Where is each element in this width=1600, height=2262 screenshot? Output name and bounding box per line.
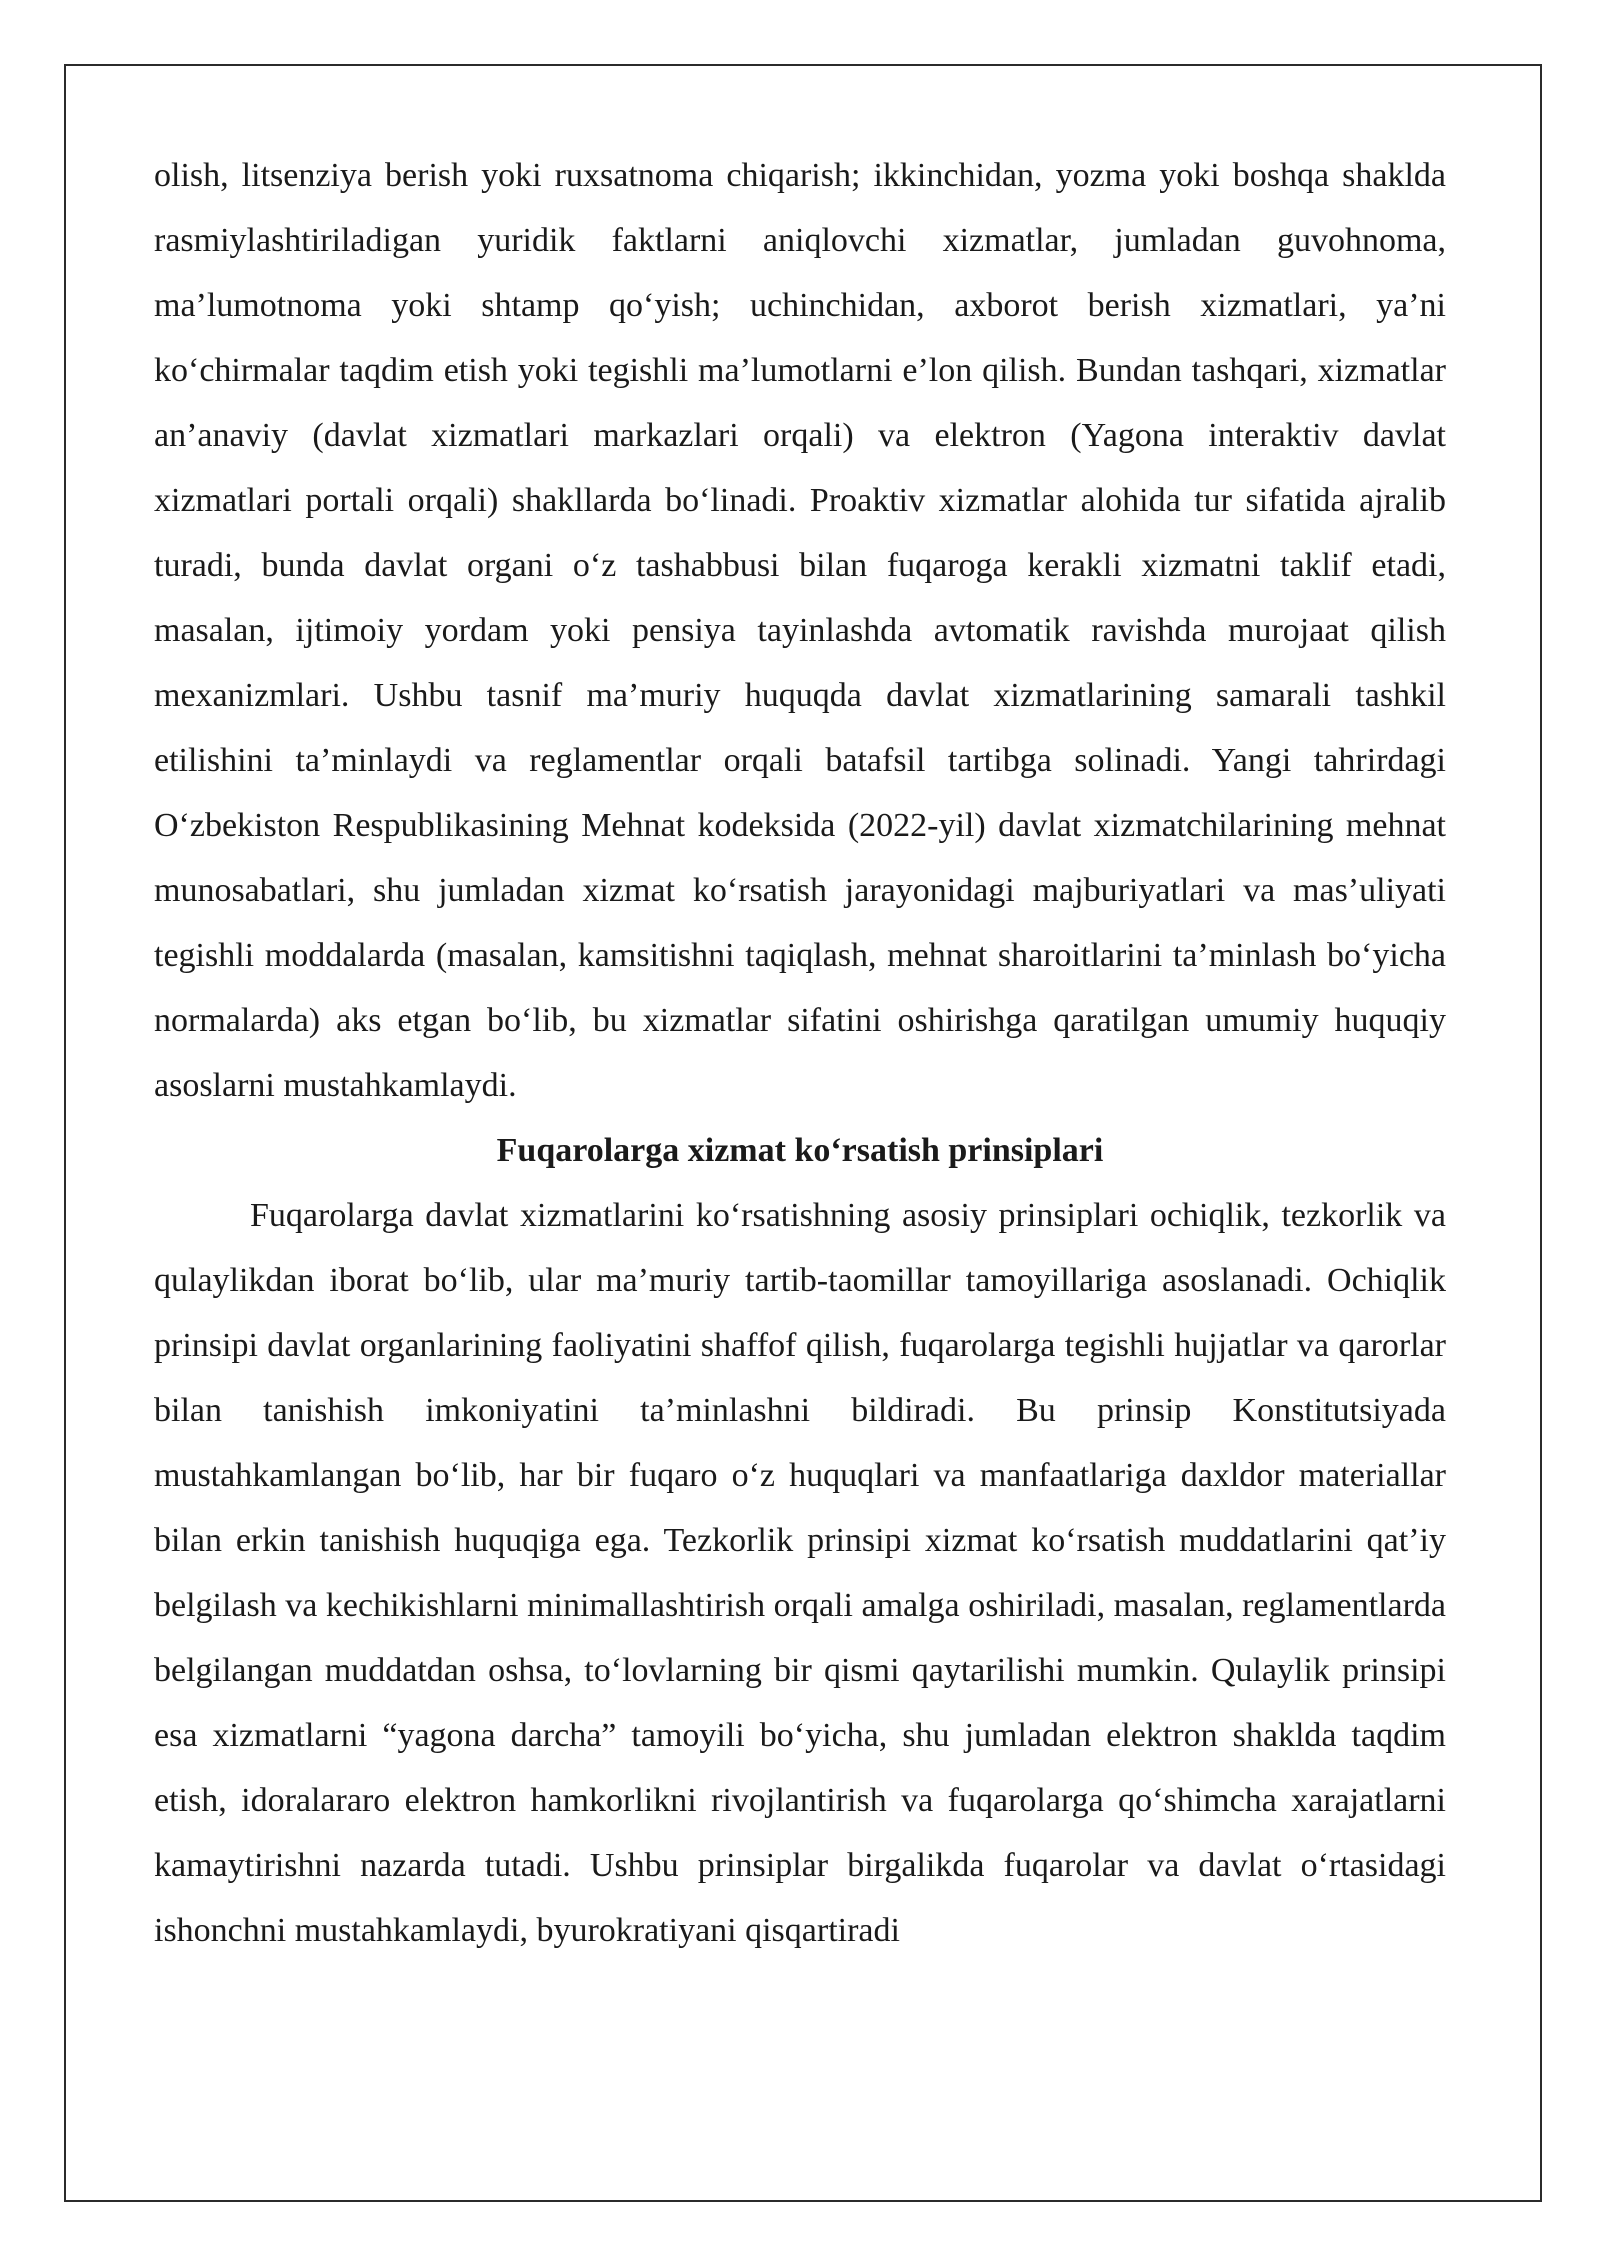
paragraph-principles: Fuqarolarga davlat xizmatlarini ko‘rsatishning asosiy prinsiplari ochiqlik, tezkorlik va qulaylikdan iborat bo‘lib, ular ma’muriy tartib-taomillar tamoyillariga asoslanadi. Ochiqlik prinsipi davlat organlarining faoliyatini shaffof qilish, fuqarolarga tegishli hujjatlar va qarorlar bilan tanishish imkoniyatini ta’minlashni bildiradi. Bu prinsip Konstitutsiyada mustahkamlangan bo‘lib, har bir fuqaro o‘z huquqlari va manfaatlariga daxldor materiallar bilan erkin tanishish huquqiga ega. Tezkorlik prinsipi xizmat ko‘rsatish muddatlarini qat’iy belgilash va kechikishlarni minimallashtirish orqali amalga oshiriladi, masalan, reglamentlarda belgilangan muddatdan oshsa, to‘lovlarning bir qismi qaytarilishi mumkin. Qulaylik prinsipi esa xizmatlarni “yagona darcha” tamoyili bo‘yicha, shu jumladan elektron shaklda taqdim etish, idoralararo elektron hamkorlikni rivojlantirish va fuqarolarga qo‘shimcha xarajatlarni kamaytirishni nazarda tutadi. Ushbu prinsiplar birgalikda fuqarolar va davlat o‘rtasidagi ishonchni mustahkamlaydi, byurokratiyani qisqartiradi: [154, 1197, 1446, 1949]
paragraph-continuation: olish, litsenziya berish yoki ruxsatnoma chiqarish; ikkinchidan, yozma yoki boshqa shaklda rasmiylashtiriladigan yuridik faktlarni aniqlovchi xizmatlar, jumladan guvohnoma, ma’lumotnoma yoki shtamp qo‘yish; uchinchidan, axborot berish xizmatlari, ya’ni ko‘chirmalar taqdim etish yoki tegishli ma’lumotlarni e’lon qilish. Bundan tashqari, xizmatlar an’anaviy (davlat xizmatlari markazlari orqali) va elektron (Yagona interaktiv davlat xizmatlari portali orqali) shakllarda bo‘linadi. Proaktiv xizmatlar alohida tur sifatida ajralib turadi, bunda davlat organi o‘z tashabbusi bilan fuqaroga kerakli xizmatni taklif etadi, masalan, ijtimoiy yordam yoki pensiya tayinlashda avtomatik ravishda murojaat qilish mexanizmlari. Ushbu tasnif ma’muriy huquqda davlat xizmatlarining samarali tashkil etilishini ta’minlaydi va reglamentlar orqali batafsil tartibga solinadi. Yangi tahrirdagi O‘zbekiston Respublikasining Mehnat kodeksida (2022-yil) davlat xizmatchilarining mehnat munosabatlari, shu jumladan xizmat ko‘rsatish jarayonidagi majburiyatlari va mas’uliyati tegishli moddalarda (masalan, kamsitishni taqiqlash, mehnat sharoitlarini ta’minlash bo‘yicha normalarda) aks etgan bo‘lib, bu xizmatlar sifatini oshirishga qaratilgan umumiy huquqiy asoslarni mustahkamlaydi.: [154, 157, 1446, 1104]
section-heading: Fuqarolarga xizmat ko‘rsatish prinsiplari: [496, 1132, 1104, 1169]
document-body: [154, 143, 1446, 1963]
